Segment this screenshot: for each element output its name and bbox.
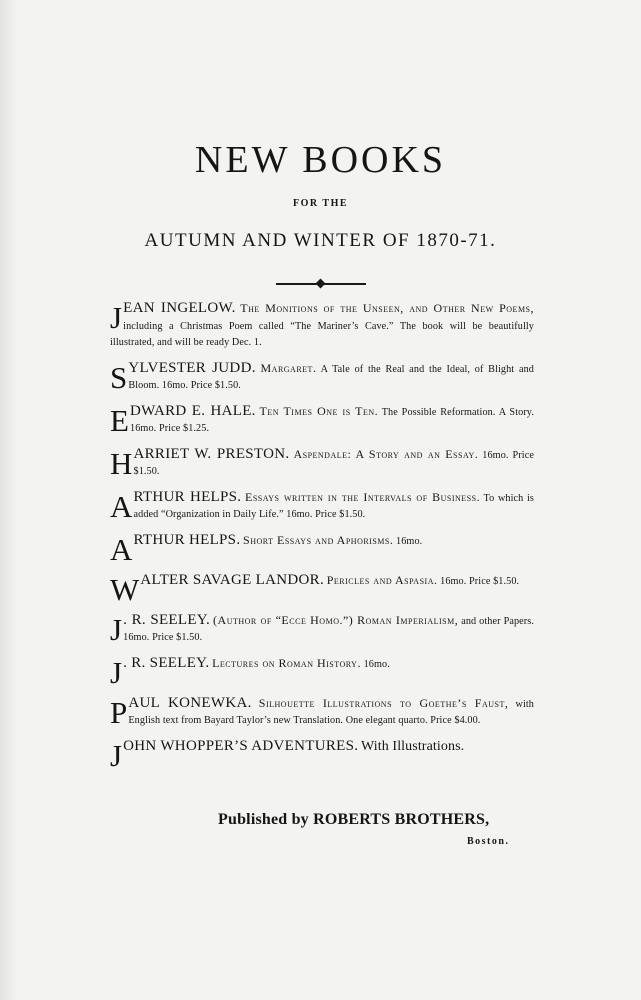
author-name: EAN INGELOW.	[123, 300, 236, 316]
book-title: Short Essays and Aphorisms.	[243, 532, 394, 547]
author-name: . R. SEELEY.	[123, 654, 210, 671]
page-subtitle: FOR THE	[292, 198, 349, 209]
book-entry	[110, 612, 534, 647]
publisher-city: Boston.	[467, 836, 510, 847]
book-description: A Tale of the Real and the Ideal, of Blight and Bloom. 16mo. Price $1.50.	[128, 363, 534, 391]
page-title: NEW BOOKS	[194, 139, 447, 181]
book-description: 16mo. Price $1.50.	[133, 449, 534, 477]
book-list	[110, 300, 534, 778]
book-title: Pericles and Aspasia.	[326, 572, 438, 587]
book-entry	[110, 360, 534, 395]
book-title: Silhouette Illustrations to Goethe’s Faust,	[258, 695, 509, 710]
author-name: RTHUR HELPS.	[133, 488, 242, 505]
drop-cap-initial: W	[110, 571, 140, 607]
book-description: including a Christmas Poem called “The Mariner’s Cave.” The book will be beautifully illustrated, and will be ready Dec. 1.	[110, 320, 534, 348]
book-entry	[110, 531, 534, 567]
drop-cap-initial: J	[110, 737, 123, 773]
book-entry	[110, 654, 534, 690]
author-name: . R. SEELEY.	[123, 611, 211, 628]
book-entry	[110, 403, 534, 438]
book-title: Essays written in the Intervals of Business.	[244, 489, 481, 504]
ornament-diamond-icon	[316, 279, 326, 289]
book-description: and other Papers. 16mo. Price $1.50.	[123, 615, 534, 643]
book-entry	[110, 695, 534, 730]
book-title: Ten Times One is Ten.	[259, 403, 379, 418]
drop-cap-initial: P	[110, 694, 128, 730]
author-name: AUL KONEWKA.	[128, 694, 252, 711]
drop-cap-initial: J	[110, 611, 123, 647]
book-description: With Illustrations.	[361, 738, 465, 754]
book-description: with English text from Bayard Taylor’s new Translation. One elegant quarto. Price $4.00.	[128, 698, 534, 726]
author-name: ALTER SAVAGE LANDOR.	[140, 571, 325, 588]
author-name: ARRIET W. PRESTON.	[133, 445, 290, 462]
book-entry	[110, 300, 534, 352]
book-title: (Author of “Ecce Homo.”) Roman Imperialism,	[213, 612, 459, 627]
book-description: 16mo.	[363, 658, 390, 670]
drop-cap-initial: A	[110, 488, 133, 524]
book-entry	[110, 571, 534, 607]
book-entry	[110, 489, 534, 524]
drop-cap-initial: J	[110, 300, 123, 335]
drop-cap-initial: A	[110, 531, 133, 567]
book-title: Lectures on Roman History.	[212, 655, 361, 670]
author-name: OHN WHOPPER’S ADVENTURES.	[123, 737, 359, 754]
book-description: To which is added “Organization in Daily Life.” 16mo. Price $1.50.	[133, 492, 534, 520]
publisher-line: Published by ROBERTS BROTHERS,	[218, 811, 490, 828]
drop-cap-initial: J	[110, 654, 123, 690]
book-entry	[110, 446, 534, 481]
drop-cap-initial: H	[110, 445, 133, 481]
book-title: The Monitions of the Unseen, and Other New Poems,	[240, 301, 535, 315]
drop-cap-initial: S	[110, 359, 128, 395]
book-description: 16mo.	[396, 535, 423, 547]
author-name: RTHUR HELPS.	[133, 531, 241, 548]
season-heading: AUTUMN AND WINTER OF 1870-71.	[144, 230, 497, 251]
drop-cap-initial: E	[110, 402, 130, 438]
author-name: DWARD E. HALE.	[130, 402, 256, 419]
book-title: Margaret.	[260, 360, 317, 375]
book-description: 16mo. Price $1.50.	[440, 575, 520, 587]
author-name: YLVESTER JUDD.	[128, 359, 256, 376]
book-entry	[110, 737, 534, 773]
book-title: Aspendale: A Story and an Essay.	[293, 446, 479, 461]
book-description: The Possible Reformation. A Story. 16mo. Price $1.25.	[130, 406, 534, 434]
